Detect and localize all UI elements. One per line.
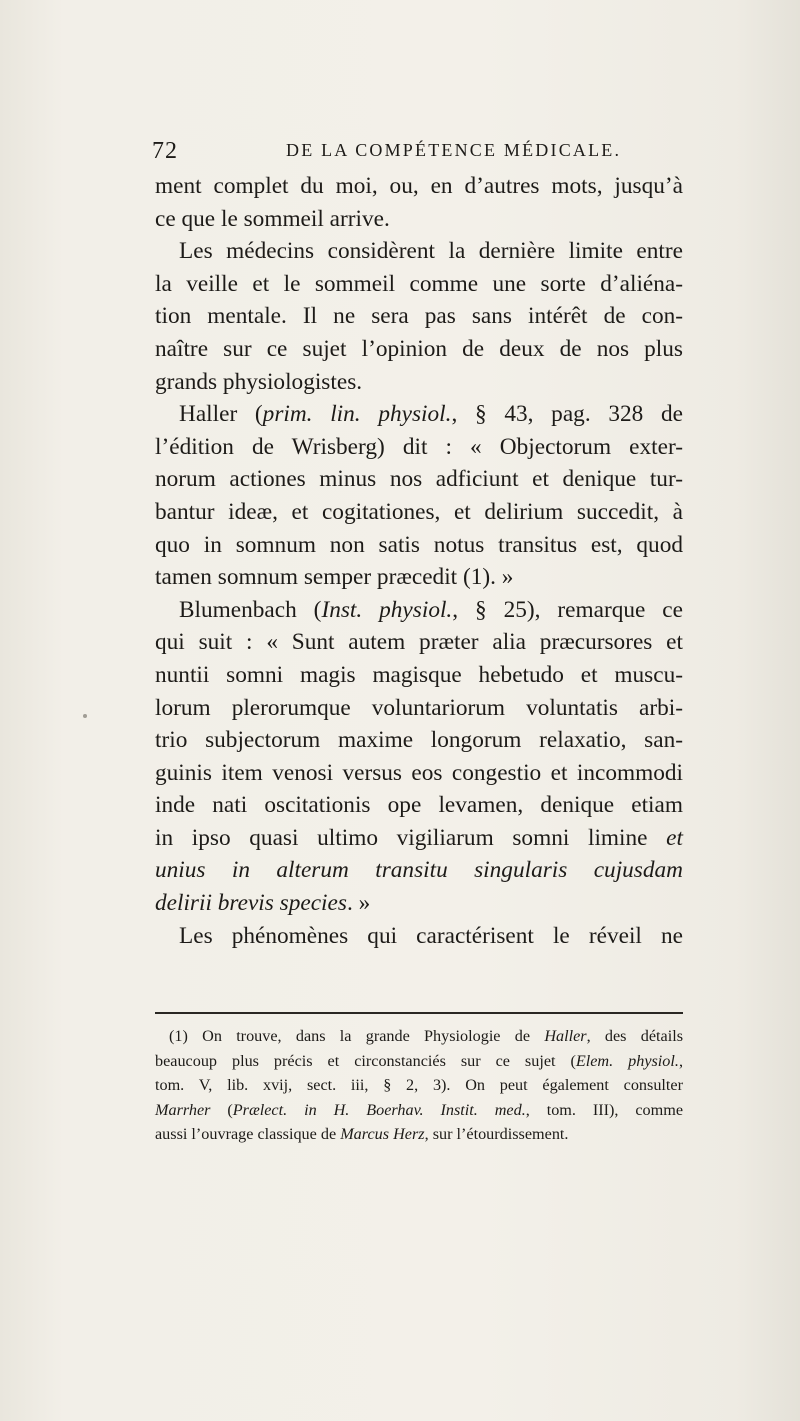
- page-header: [152, 138, 672, 168]
- running-head: DE LA COMPÉTENCE MÉDICALE.: [286, 140, 622, 160]
- text-run: ,: [678, 1051, 683, 1070]
- footnote: [155, 1024, 683, 1147]
- text-line: [155, 887, 683, 920]
- text-line: qui suit : « Sunt autem præter alia præcursores et: [155, 629, 683, 656]
- page-number: 72: [152, 138, 178, 164]
- text-run: aussi l’ouvrage classique de: [155, 1125, 341, 1143]
- text-line: Les phénomènes qui caractérisent le réveil ne: [179, 922, 683, 949]
- text-line: [155, 398, 683, 431]
- text-run: , tom. III), comme: [525, 1100, 683, 1119]
- text-run: , § 43, pag. 328 de: [451, 401, 683, 428]
- text-line: inde nati oscitationis ope levamen, denique etiam: [155, 792, 683, 819]
- text-line: ce que le sommeil arrive.: [155, 205, 390, 232]
- text-line: l’édition de Wrisberg) dit : « Objectorum exter-: [155, 433, 683, 460]
- text-line: la veille et le sommeil comme une sorte d’aliéna-: [155, 270, 683, 297]
- text-line: norum actiones minus nos adficiunt et denique tur-: [155, 466, 683, 493]
- text-run: (1) On trouve, dans la grande Physiologie de: [169, 1027, 545, 1045]
- text-run: (: [210, 1100, 233, 1119]
- text-line: lorum plerorumque voluntariorum voluntatis arbi-: [155, 694, 683, 721]
- text-line: grands physiologistes.: [155, 368, 363, 395]
- footnote-rule: [155, 1012, 683, 1014]
- italic-run: et: [666, 824, 683, 851]
- text-run: , § 25), remarque ce: [452, 596, 683, 623]
- text-line: ment complet du moi, ou, en d’autres mots, jusqu’à: [155, 173, 683, 199]
- text-line: Les médecins considèrent la dernière limite entre: [179, 238, 683, 265]
- citation-title: Elem. physiol.: [575, 1051, 679, 1070]
- footnote-line: [155, 1024, 683, 1049]
- citation-title: prim. lin. physiol.: [262, 401, 452, 428]
- text-run: Blumenbach (: [179, 596, 322, 623]
- footnote-line: [155, 1122, 683, 1147]
- footnote-line: tom. V, lib. xvij, sect. iii, § 2, 3). On peut également consulter: [155, 1076, 683, 1094]
- text-run: in ipso quasi ultimo vigiliarum somni limine: [155, 824, 667, 851]
- main-text: [155, 170, 683, 952]
- text-line: unius in alterum transitu singularis cujusdam: [155, 857, 683, 884]
- text-line: [155, 594, 683, 627]
- text-line: trio subjectorum maxime longorum relaxatio, san-: [155, 727, 683, 754]
- citation-title: Prælect. in H. Boerhav. Instit. med.: [232, 1100, 526, 1119]
- footnote-line: [155, 1049, 683, 1074]
- author-name: Marcus Herz: [340, 1125, 425, 1143]
- text-line: tion mentale. Il ne sera pas sans intérêt de con-: [155, 303, 683, 330]
- text-line: guinis item venosi versus eos congestio et incommodi: [155, 759, 683, 786]
- text-run: , des détails: [586, 1027, 683, 1045]
- text-run: , sur l’étourdissement.: [424, 1125, 569, 1143]
- citation-title: Inst. physiol.: [321, 596, 453, 623]
- author-name: Marrher: [155, 1100, 211, 1119]
- text-run: . »: [346, 890, 371, 917]
- italic-run: delirii brevis species: [155, 890, 347, 917]
- footnote-line: [155, 1098, 683, 1123]
- paper-speck: [83, 714, 87, 718]
- text-line: quo in somnum non satis notus transitus est, quod: [155, 531, 683, 558]
- text-line: bantur ideæ, et cogitationes, et delirium succedit, à: [155, 498, 683, 525]
- text-line: tamen somnum semper præcedit (1). »: [155, 564, 514, 591]
- text-run: beaucoup plus précis et circonstanciés sur ce sujet (: [155, 1051, 576, 1070]
- text-line: [155, 822, 683, 855]
- text-run: Haller (: [179, 401, 263, 428]
- text-line: naître sur ce sujet l’opinion de deux de nos plus: [155, 335, 683, 362]
- author-name: Haller: [544, 1027, 587, 1045]
- text-line: nuntii somni magis magisque hebetudo et muscu-: [155, 661, 683, 688]
